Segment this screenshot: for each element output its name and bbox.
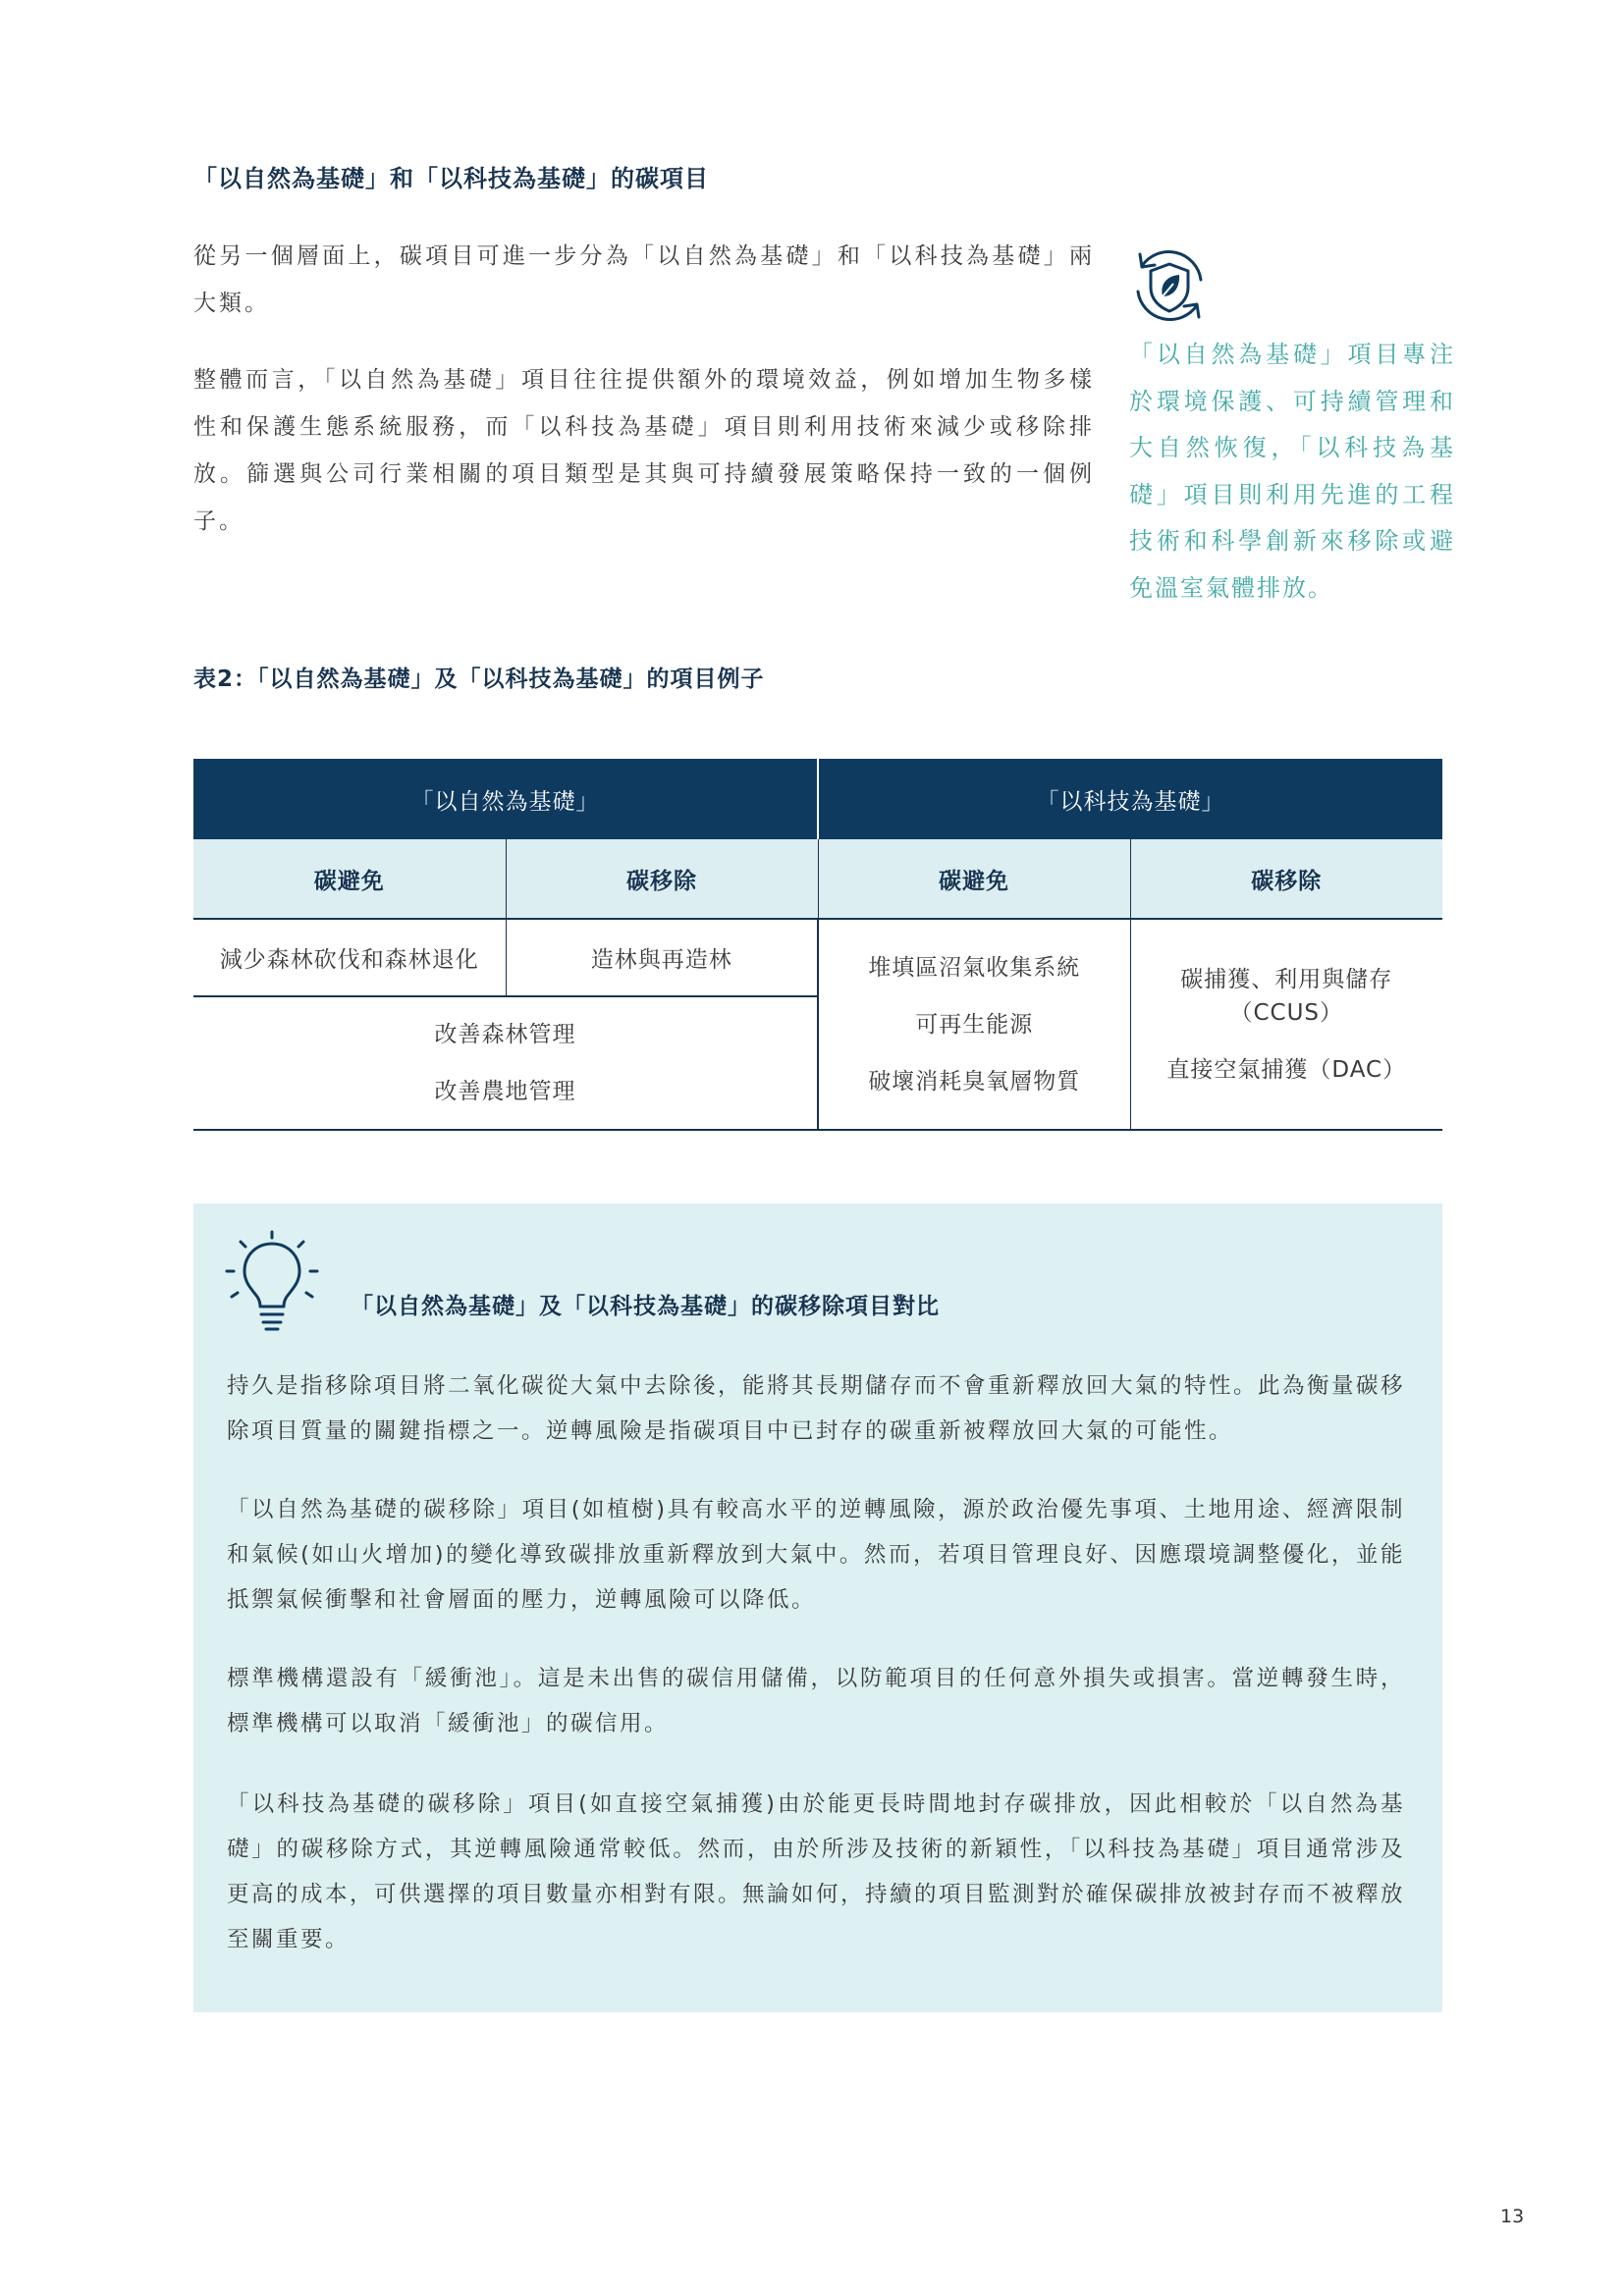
table-group-header-tech: 「以科技為基礎」 <box>818 759 1442 839</box>
comparison-table <box>193 759 1442 1131</box>
info-box <box>193 1203 1442 2012</box>
intro-paragraph-1: 從另一個層面上，碳項目可進一步分為「以自然為基礎」和「以科技為基礎」兩大類。 <box>193 243 1095 316</box>
table-subheader-tech-removal: 碳移除 <box>1130 839 1442 919</box>
table-cell-tech-avoidance-item-2: 可再生能源 <box>915 1011 1034 1038</box>
table-cell-nature-shared <box>193 996 818 1130</box>
table-subheader-nature-removal: 碳移除 <box>506 839 818 919</box>
info-box-title: 「以自然為基礎」及「以科技為基礎」的碳移除項目對比 <box>351 1294 940 1319</box>
table-cell-nature-avoidance: 減少森林砍伐和森林退化 <box>193 919 506 996</box>
table-cell-nature-removal: 造林與再造林 <box>506 919 818 996</box>
table-cell-tech-removal-item-1b: （CCUS） <box>1229 999 1344 1026</box>
table-group-header-nature: 「以自然為基礎」 <box>193 759 818 839</box>
info-paragraph-1: 持久是指移除項目將二氧化碳從大氣中去除後，能將其長期儲存而不會重新釋放回大氣的特性。此為衡量碳移除項目質量的關鍵指標之一。逆轉風險是指碳項目中已封存的碳重新被釋放回大氣的可能性。 <box>227 1373 1406 1444</box>
side-note: 「以自然為基礎」項目專注於環境保護、可持續管理和大自然恢復，「以科技為基礎」項目則利用先進的工程技術和科學創新來移除或避免溫室氣體排放。 <box>1129 341 1455 602</box>
table-cell-tech-removal <box>1130 919 1442 1130</box>
table-caption: 表2：「以自然為基礎」及「以科技為基礎」的項目例子 <box>193 667 765 692</box>
table-cell-tech-removal-item-2: 直接空氣捕獲（DAC） <box>1166 1056 1407 1083</box>
table-cell-nature-shared-item-1: 改善森林管理 <box>434 1022 576 1047</box>
info-paragraph-3: 標準機構還設有「緩衝池」。這是未出售的碳信用儲備，以防範項目的任何意外損失或損害。當逆轉發生時，標準機構可以取消「緩衝池」的碳信用。 <box>227 1666 1405 1736</box>
intro-paragraph-2: 整體而言，「以自然為基礎」項目往往提供額外的環境效益，例如增加生物多樣性和保護生態系統服務，而「以科技為基礎」項目則利用技術來減少或移除排放。篩選與公司行業相關的項目類型是其與可持續發展策略保持一致的一個例子。 <box>193 367 1095 534</box>
leaf-cycle-icon <box>1124 240 1215 331</box>
table-cell-tech-avoidance <box>818 919 1130 1130</box>
table-cell-tech-removal-item-1: 碳捕獲、利用與儲存 <box>1180 966 1393 992</box>
table-subheader-tech-avoidance: 碳避免 <box>818 839 1130 919</box>
section-heading: 「以自然為基礎」和「以科技為基礎」的碳項目 <box>193 165 709 192</box>
table-cell-tech-avoidance-item-3: 破壞消耗臭氧層物質 <box>868 1068 1081 1095</box>
table-subheader-nature-avoidance: 碳避免 <box>193 839 506 919</box>
info-paragraph-4: 「以科技為基礎的碳移除」項目(如直接空氣捕獲)由於能更長時間地封存碳排放，因此相較於「以自然為基礎」的碳移除方式，其逆轉風險通常較低。然而，由於所涉及技術的新穎性，「以科技為基礎」項目通常涉及更高的成本，可供選擇的項目數量亦相對有限。無論如何，持續的項目監測對於確保碳排放被封存而不被釋放至關重要。 <box>227 1791 1406 1952</box>
table-cell-nature-shared-item-2: 改善農地管理 <box>434 1079 576 1104</box>
table-cell-tech-avoidance-item-1: 堆填區沼氣收集系統 <box>868 954 1081 981</box>
lightbulb-icon <box>223 1230 321 1338</box>
info-paragraph-2: 「以自然為基礎的碳移除」項目(如植樹)具有較高水平的逆轉風險，源於政治優先事項、土地用途、經濟限制和氣候(如山火增加)的變化導致碳排放重新釋放到大氣中。然而，若項目管理良好、因應環境調整優化，並能抵禦氣候衝擊和社會層面的壓力，逆轉風險可以降低。 <box>227 1497 1405 1613</box>
page-number: 13 <box>1500 2206 1525 2227</box>
